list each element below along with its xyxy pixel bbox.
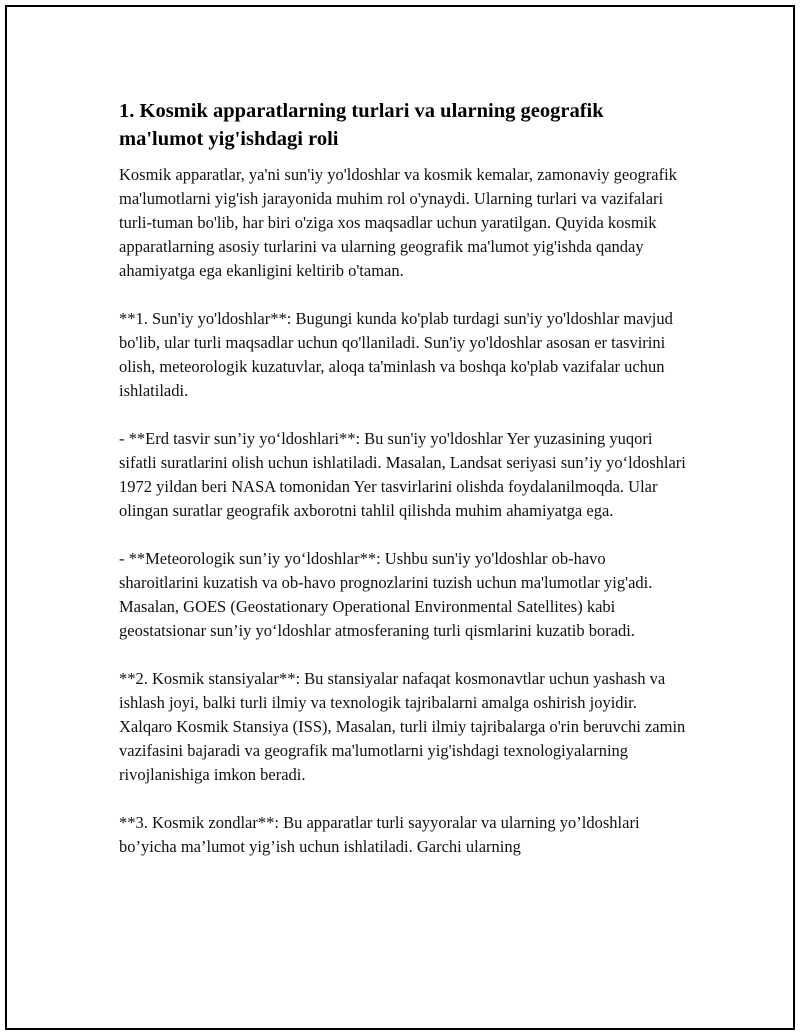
document-title: 1. Kosmik apparatlarning turlari va ularning geografik ma'lumot yig'ishdagi roli	[119, 100, 604, 150]
document-body	[119, 97, 689, 883]
page-frame	[5, 5, 795, 1030]
paragraph-satellites: **1. Sun'iy yo'ldoshlar**: Bugungi kunda ko'plab turdagi sun'iy yo'ldoshlar mavjud bo'lib, ular turli maqsadlar uchun qo'llaniladi. Sun'iy yo'ldoshlar asosan er tasvirini olish, meteorologik kuzatuvlar, aloqa ta'minlash va boshqa ko'plab vazifalar uchun ishlatiladi.	[119, 309, 673, 400]
paragraph-earth-imaging: - **Erd tasvir sun’iy yo‘ldoshlari**: Bu sun'iy yo'ldoshlar Yer yuzasining yuqori sifatli suratlarini olish uchun ishlatiladi. Masalan, Landsat seriyasi sun’iy yo‘ldoshlari 1972 yildan beri NASA tomonidan Yer tasvirlarini olishda foydalanilmoqda. Ular olingan suratlar geografik axborotni tahlil qilishda muhim ahamiyatga ega.	[119, 429, 686, 520]
paragraph-space-stations: **2. Kosmik stansiyalar**: Bu stansiyalar nafaqat kosmonavtlar uchun yashash va ishlash joyi, balki turli ilmiy va texnologik tajribalarni amalga oshirish joyidir. Xalqaro Kosmik Stansiya (ISS), Masalan, turli ilmiy tajribalarga o'rin beruvchi zamin vazifasini bajaradi va geografik ma'lumotlarni yig'ishdagi texnologiyalarning rivojlanishiga imkon beradi.	[119, 669, 686, 784]
paragraph-meteorological: - **Meteorologik sun’iy yo‘ldoshlar**: Ushbu sun'iy yo'ldoshlar ob-havo sharoitlarini kuzatish va ob-havo prognozlarini tuzish uchun ma'lumotlar yig'adi. Masalan, GOES (Geostationary Operational Environmental Satellites) kabi geostatsionar sun’iy yo‘ldoshlar atmosferaning turli qismlarini kuzatib boradi.	[119, 549, 653, 640]
paragraph-space-probes: **3. Kosmik zondlar**: Bu apparatlar turli sayyoralar va ularning yo’ldoshlari bo’yicha ma’lumot yig’ish uchun ishlatiladi. Garchi ularning	[119, 813, 640, 856]
paragraph-intro: Kosmik apparatlar, ya'ni sun'iy yo'ldoshlar va kosmik kemalar, zamonaviy geografik ma'lumotlarni yig'ish jarayonida muhim rol o'ynaydi. Ularning turlari va vazifalari turli-tuman bo'lib, har biri o'ziga xos maqsadlar uchun yaratilgan. Quyida kosmik apparatlarning asosiy turlarini va ularning geografik ma'lumot yig'ishda qanday ahamiyatga ega ekanligini keltirib o'taman.	[119, 165, 677, 280]
